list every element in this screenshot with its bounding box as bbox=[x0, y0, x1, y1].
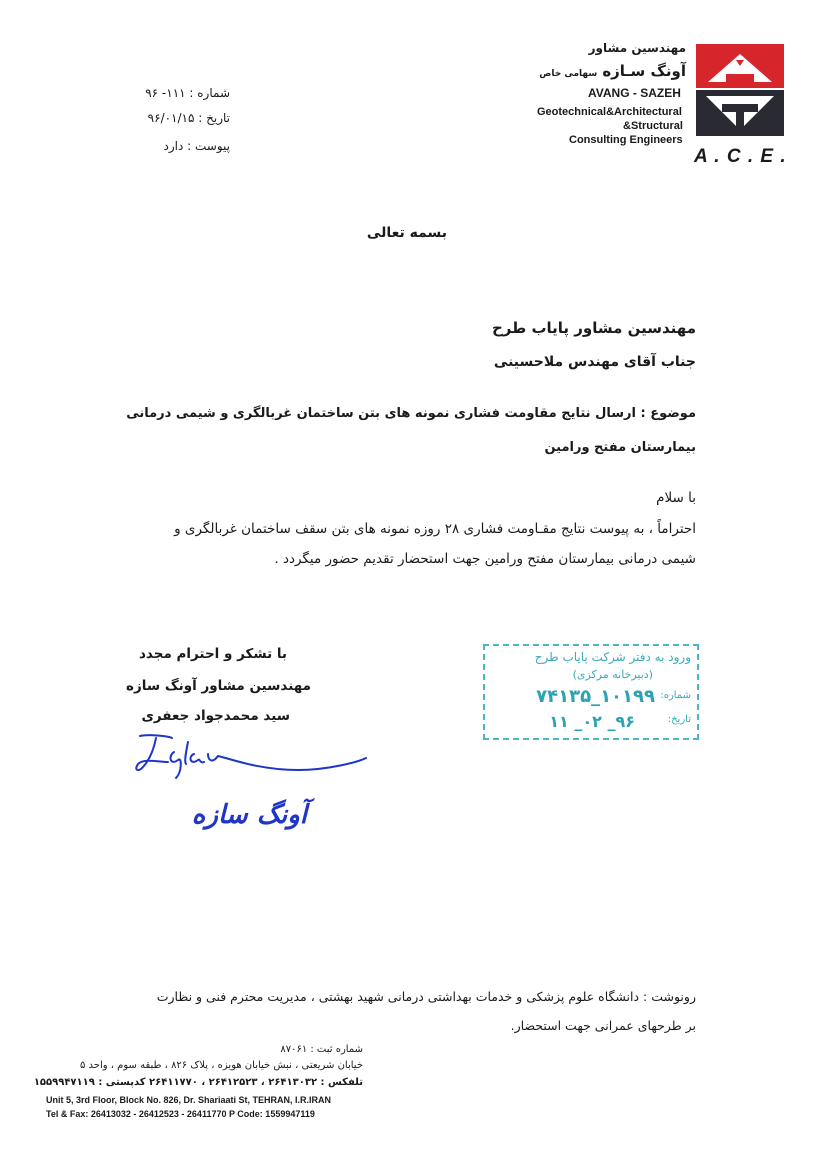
stamp-date-value: ۹۶_ ۰۲_ ۱۱ bbox=[549, 712, 635, 731]
cc-line-1 bbox=[157, 989, 696, 1004]
stamp-number-value: ۱۰۱۹۹_۷۴۱۳۵ bbox=[536, 686, 655, 707]
signature-icon bbox=[128, 728, 378, 788]
logo-caption: A . C . E . bbox=[694, 146, 787, 167]
cc-text-1: رونوشت : دانشگاه علوم پزشکی و خدمات بهداشتی درمانی شهید بهشتی ، مدیریت محترم فنی و نظارت bbox=[156, 989, 696, 1004]
closing-line-1: با تشکر و احترام مجدد bbox=[139, 646, 287, 662]
stamp-title: ورود به دفتر شرکت پایاب طرح bbox=[534, 650, 691, 664]
ace-logo-icon bbox=[696, 44, 784, 144]
footer-address-en: Unit 5, 3rd Floor, Block No. 826, Dr. Shariaati St, TEHRAN, I.R.IRAN bbox=[46, 1095, 332, 1105]
firm-name-fa-row bbox=[539, 61, 686, 80]
received-stamp bbox=[483, 644, 699, 740]
firm-desc-en-3: Consulting Engineers bbox=[569, 134, 683, 146]
stamp-date-label: تاریخ: bbox=[667, 714, 691, 725]
closing-line-3: سید محمدجواد جعفری bbox=[141, 708, 290, 724]
company-seal: آونگ سازه bbox=[191, 800, 307, 830]
firm-title-fa: مهندسین مشاور bbox=[588, 41, 686, 55]
stamp-number-label: شماره: bbox=[660, 690, 691, 701]
stamp-subtitle: (دبیرخانه مرکزی) bbox=[572, 668, 653, 681]
signature bbox=[128, 728, 378, 788]
footer-phones-en: Tel & Fax: 26413032 - 26412523 - 26411770 P Code: 1559947119 bbox=[46, 1109, 315, 1119]
invocation: بسمه تعالی bbox=[366, 225, 447, 241]
closing-line-2: مهندسین مشاور آونگ سازه bbox=[126, 678, 311, 694]
firm-desc-en-1: Geotechnical&Architectural bbox=[537, 106, 682, 118]
letter-number: شماره : ۱۱۱- ۹۶ bbox=[145, 86, 230, 100]
footer-phones-fa: تلفکس : ۲۶۴۱۳۰۳۲ ، ۲۶۴۱۲۵۲۳ ، ۲۶۴۱۱۷۷۰ کدپستی : ۱۵۵۹۹۴۷۱۱۹ bbox=[33, 1077, 363, 1088]
cc-line-2: بر طرحهای عمرانی جهت استحضار. bbox=[510, 1018, 696, 1033]
subject-line-1: موضوع : ارسال نتایج مقاومت فشاری نمونه های بتن ساختمان غربالگری و شیمی درمانی bbox=[126, 406, 696, 421]
letter-attachment: پیوست : دارد bbox=[163, 139, 230, 153]
company-logo bbox=[696, 44, 784, 144]
firm-name-en: AVANG - SAZEH bbox=[588, 86, 681, 100]
subject-line-2: بیمارستان مفتح ورامین bbox=[544, 440, 696, 455]
firm-name-fa: آونگ سـازه bbox=[602, 62, 686, 80]
greeting: با سلام bbox=[656, 490, 696, 506]
recipient-person: جناب آقای مهندس ملاحسینی bbox=[493, 354, 696, 370]
firm-desc-en-2: &Structural bbox=[623, 120, 683, 132]
footer-registration: شماره ثبت : ۸۷۰۶۱ bbox=[280, 1044, 363, 1055]
body-line-2: شیمی درمانی بیمارستان مفتح ورامین جهت استحضار تقدیم حضور میگردد . bbox=[274, 551, 696, 567]
letter-date: تاریخ : ۹۶/۰۱/۱۵ bbox=[147, 111, 230, 125]
recipient-org: مهندسین مشاور پایاب طرح bbox=[491, 319, 696, 337]
footer-address-fa: خیابان شریعتی ، نبش خیابان هویزه ، پلاک ۸۲۶ ، طبقه سوم ، واحد ۵ bbox=[79, 1060, 363, 1071]
body-line-1: احتراماً ، به پیوست نتایج مقـاومت فشاری ۲۸ روزه نمونه های بتن سقف ساختمان غربالگری و bbox=[174, 521, 696, 537]
firm-type-fa: سهامی خاص bbox=[539, 69, 598, 79]
